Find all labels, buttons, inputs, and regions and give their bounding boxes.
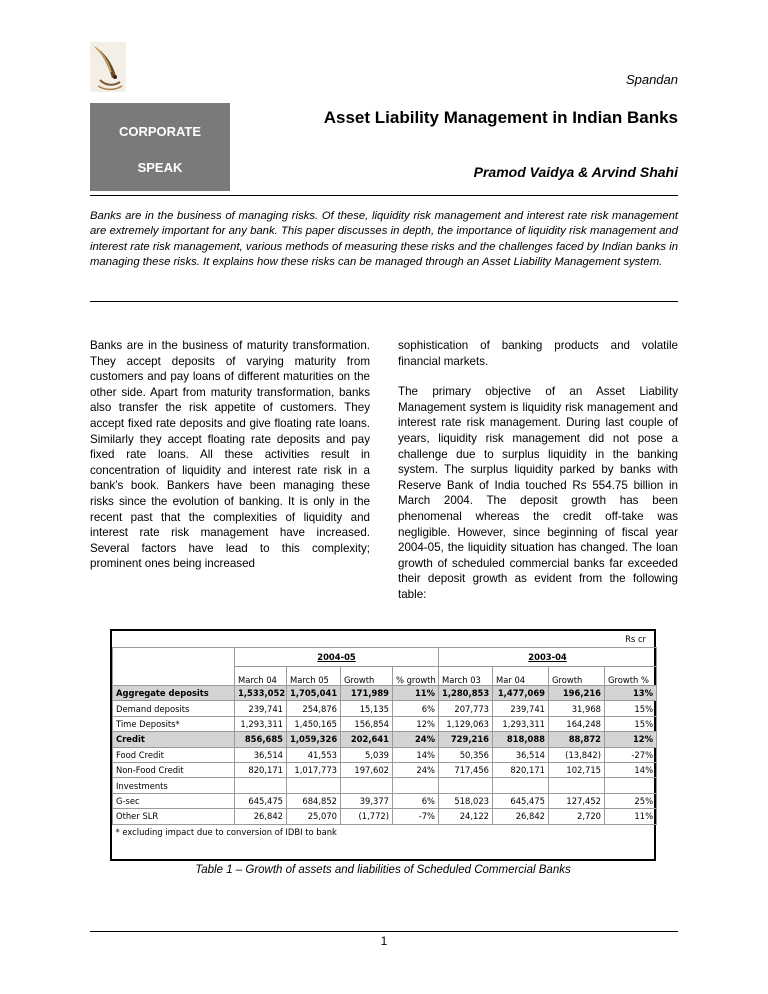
table-row	[113, 716, 657, 731]
table-cell: 729,216	[439, 732, 493, 747]
table-row	[113, 701, 657, 716]
page-number: 1	[380, 934, 388, 948]
table-row-label: Non-Food Credit	[113, 762, 235, 777]
table-cell: 717,456	[439, 762, 493, 777]
table-column-header: March 05	[287, 667, 341, 686]
table-cell: 39,377	[341, 793, 393, 808]
table-cell: 820,171	[493, 762, 549, 777]
table-cell: 1,533,052	[235, 686, 287, 701]
table-cell: 26,842	[235, 809, 287, 824]
table-cell: 645,475	[493, 793, 549, 808]
table-row-label: Other SLR	[113, 809, 235, 824]
body-paragraph: sophistication of banking products and volatile financial markets.	[398, 339, 678, 368]
table-cell: 26,842	[493, 809, 549, 824]
table-cell: 202,641	[341, 732, 393, 747]
table-cell: (13,842)	[549, 747, 605, 762]
table-column-header: Growth %	[605, 667, 657, 686]
table-cell: 36,514	[235, 747, 287, 762]
table-cell: 11%	[393, 686, 439, 701]
table-cell: -7%	[393, 809, 439, 824]
table-cell: 102,715	[549, 762, 605, 777]
table-row	[113, 778, 657, 793]
table-cell: 15,135	[341, 701, 393, 716]
table-cell: 1,450,165	[287, 716, 341, 731]
table-row-label: Investments	[113, 778, 235, 793]
table-cell	[439, 778, 493, 793]
table-cell: 1,280,853	[439, 686, 493, 701]
table-cell	[605, 778, 657, 793]
table-cell: 684,852	[287, 793, 341, 808]
table-column-header: Growth	[341, 667, 393, 686]
table-cell: (1,772)	[341, 809, 393, 824]
table-cell: 13%	[605, 686, 657, 701]
table-cell: 15%	[605, 701, 657, 716]
table-cell: 31,968	[549, 701, 605, 716]
table-cell: 24,122	[439, 809, 493, 824]
table-cell: 239,741	[235, 701, 287, 716]
table-cell: 88,872	[549, 732, 605, 747]
article-title: Asset Liability Management in Indian Banks	[323, 108, 678, 127]
table-cell	[393, 778, 439, 793]
table-cell: 164,248	[549, 716, 605, 731]
table-cell: 518,023	[439, 793, 493, 808]
table-cell: 1,705,041	[287, 686, 341, 701]
table-cell: 239,741	[493, 701, 549, 716]
table-row-label: Food Credit	[113, 747, 235, 762]
table-cell: 41,553	[287, 747, 341, 762]
table-row	[113, 732, 657, 747]
table-cell: 25,070	[287, 809, 341, 824]
table-unit: Rs cr	[625, 634, 646, 644]
table-cell: 645,475	[235, 793, 287, 808]
table-cell: 1,477,069	[493, 686, 549, 701]
table-footnote-row	[113, 824, 657, 839]
table-cell: 24%	[393, 762, 439, 777]
table-row-label: Demand deposits	[113, 701, 235, 716]
growth-table-grid	[112, 647, 657, 839]
table-cell	[341, 778, 393, 793]
table-cell: 6%	[393, 793, 439, 808]
table-cell: 207,773	[439, 701, 493, 716]
journal-name: Spandan	[625, 72, 678, 87]
table-column-header: March 03	[439, 667, 493, 686]
table-cell: 6%	[393, 701, 439, 716]
footer-divider	[90, 931, 678, 932]
table-cell: 25%	[605, 793, 657, 808]
table-group-header: 2003-04	[439, 648, 657, 667]
table-cell: 14%	[605, 762, 657, 777]
table-cell: 1,293,311	[493, 716, 549, 731]
table-cell: 50,356	[439, 747, 493, 762]
table-row	[113, 747, 657, 762]
table-cell	[113, 648, 235, 667]
table-cell: 15%	[605, 716, 657, 731]
table-cell: 11%	[605, 809, 657, 824]
table-row-label: Time Deposits*	[113, 716, 235, 731]
table-row-label: Credit	[113, 732, 235, 747]
abstract-divider	[90, 301, 678, 302]
section-badge-line2: SPEAK	[137, 160, 183, 175]
table-footnote: * excluding impact due to conversion of IDBI to bank	[113, 824, 657, 839]
quill-pen-icon	[90, 42, 126, 92]
table-cell: 24%	[393, 732, 439, 747]
table-cell	[493, 778, 549, 793]
section-badge-line1: CORPORATE	[118, 124, 202, 139]
table-cell: 36,514	[493, 747, 549, 762]
table-cell: -27%	[605, 747, 657, 762]
table-row	[113, 793, 657, 808]
table-cell	[113, 667, 235, 686]
table-cell: 1,293,311	[235, 716, 287, 731]
header-divider	[90, 195, 678, 196]
table-row	[113, 686, 657, 701]
table-cell: 196,216	[549, 686, 605, 701]
table-cell: 1,059,326	[287, 732, 341, 747]
growth-table	[110, 629, 656, 861]
table-cell: 197,602	[341, 762, 393, 777]
table-cell: 156,854	[341, 716, 393, 731]
abstract: Banks are in the business of managing risks. Of these, liquidity risk management and interest rate risk management are extremely important for any bank. This paper discusses in depth, the importance of liquidity risk management and interest rate risk management, various methods of measuring these risks and the challenges faced by Indian banks in managing these risks. It explains how these risks can be managed through an Asset Liability Management system.	[90, 210, 678, 269]
table-cell: 1,129,063	[439, 716, 493, 731]
table-cell: 12%	[393, 716, 439, 731]
table-row-label: Aggregate deposits	[113, 686, 235, 701]
table-cell: 127,452	[549, 793, 605, 808]
table-cell	[287, 778, 341, 793]
table-column-header: Mar 04	[493, 667, 549, 686]
body-paragraph: The primary objective of an Asset Liability Management system is liquidity risk management and interest rate risk management. During last couple of years, liquidity risk management did not pose a challenge due to surplus liquidity in the banking system. The surplus liquidity parked by banks with Reserve Bank of India touched Rs 554.75 billion in March 2004. The deposit growth has been phenomenal whereas the credit off-take was negligible. However, since beginning of fiscal year 2004-05, the liquidity situation has changed. The loan growth of scheduled commercial banks far exceeded their deposit growth as evident from the following table:	[398, 385, 678, 601]
table-column-header: March 04	[235, 667, 287, 686]
table-cell: 5,039	[341, 747, 393, 762]
table-cell: 254,876	[287, 701, 341, 716]
article-authors: Pramod Vaidya & Arvind Shahi	[473, 164, 678, 180]
table-cell: 1,017,773	[287, 762, 341, 777]
table-row	[113, 809, 657, 824]
table-caption: Table 1 – Growth of assets and liabilities of Scheduled Commercial Banks	[195, 864, 571, 876]
body-column-right	[398, 338, 678, 618]
table-cell: 12%	[605, 732, 657, 747]
section-badge	[90, 103, 230, 191]
body-column-left	[90, 338, 370, 587]
table-cell: 818,088	[493, 732, 549, 747]
table-cell: 2,720	[549, 809, 605, 824]
table-cell: 171,989	[341, 686, 393, 701]
table-cell	[235, 778, 287, 793]
table-row-label: G-sec	[113, 793, 235, 808]
table-row	[113, 762, 657, 777]
table-cell: 14%	[393, 747, 439, 762]
table-cell: 820,171	[235, 762, 287, 777]
table-column-header: % growth	[393, 667, 439, 686]
table-cell	[549, 778, 605, 793]
body-paragraph: Banks are in the business of maturity transformation. They accept deposits of varying maturity from customers and pay loans of different maturities on the other side. Apart from maturity transformation, banks also transfer the risk appetite of customers. They accept fixed rate deposits and give floating rate loans. Similarly they accept floating rate deposits and pay fixed rate loans. All these activities result in concentration of liquidity and interest rate risk in a bank’s book. Bankers have been managing these risks since the evolution of banking. It is only in the recent past that the complexities of liquidity and interest rate risk management have increased. Several factors have lead to this complexity; prominent ones being increased	[90, 339, 370, 571]
table-column-header: Growth	[549, 667, 605, 686]
table-cell: 856,685	[235, 732, 287, 747]
table-group-header: 2004-05	[235, 648, 439, 667]
